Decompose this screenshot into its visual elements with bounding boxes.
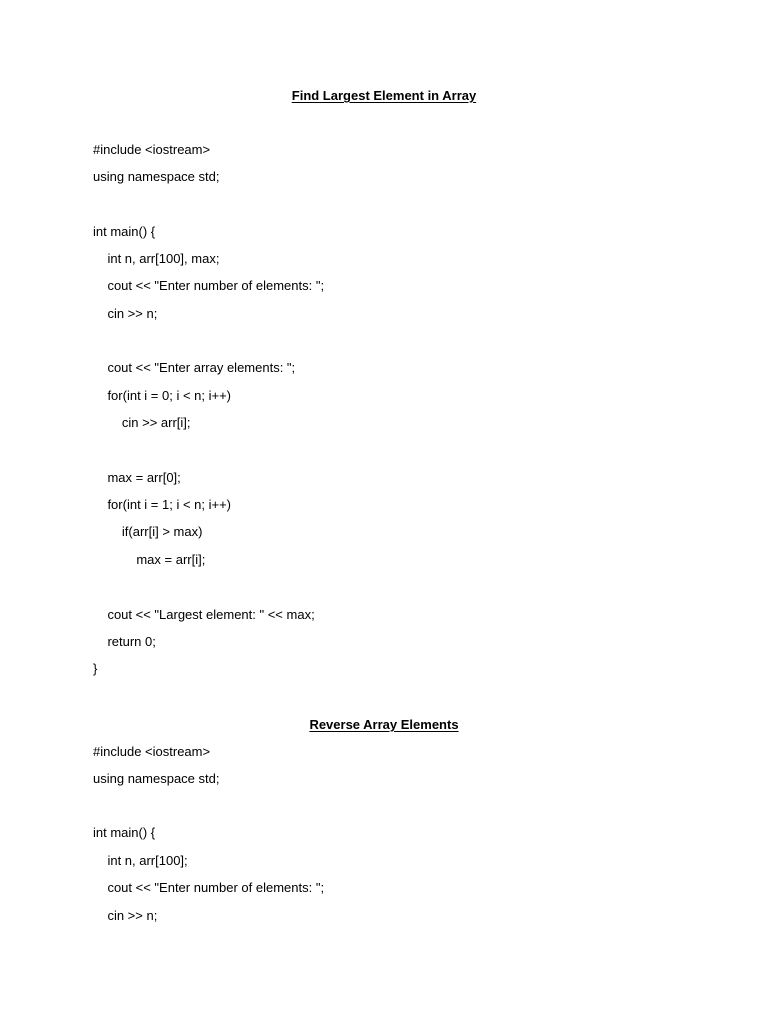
code-line: cout << "Enter number of elements: "; <box>93 880 325 895</box>
code-line: for(int i = 0; i < n; i++) <box>93 388 232 403</box>
code-line: cin >> n; <box>93 908 158 923</box>
code-line: } <box>93 661 98 676</box>
code-line: cout << "Largest element: " << max; <box>93 607 315 622</box>
code-line: int main() { <box>93 224 156 239</box>
code-line: int main() { <box>93 825 156 840</box>
section-title-reverse-array: Reverse Array Elements <box>309 717 459 732</box>
code-line: if(arr[i] > max) <box>93 524 203 539</box>
code-line: return 0; <box>93 634 156 649</box>
code-line: int n, arr[100], max; <box>93 251 220 266</box>
code-line: max = arr[0]; <box>93 470 181 485</box>
section-title-find-largest: Find Largest Element in Array <box>291 88 477 103</box>
code-line: using namespace std; <box>93 771 220 786</box>
code-line: using namespace std; <box>93 169 220 184</box>
code-line: #include <iostream> <box>93 142 211 157</box>
code-line: cin >> n; <box>93 306 158 321</box>
code-line: for(int i = 1; i < n; i++) <box>93 497 232 512</box>
code-line: max = arr[i]; <box>93 552 206 567</box>
code-line: cout << "Enter array elements: "; <box>93 360 296 375</box>
code-line: cin >> arr[i]; <box>93 415 191 430</box>
code-line: int n, arr[100]; <box>93 853 188 868</box>
code-line: cout << "Enter number of elements: "; <box>93 278 325 293</box>
code-line: #include <iostream> <box>93 744 211 759</box>
